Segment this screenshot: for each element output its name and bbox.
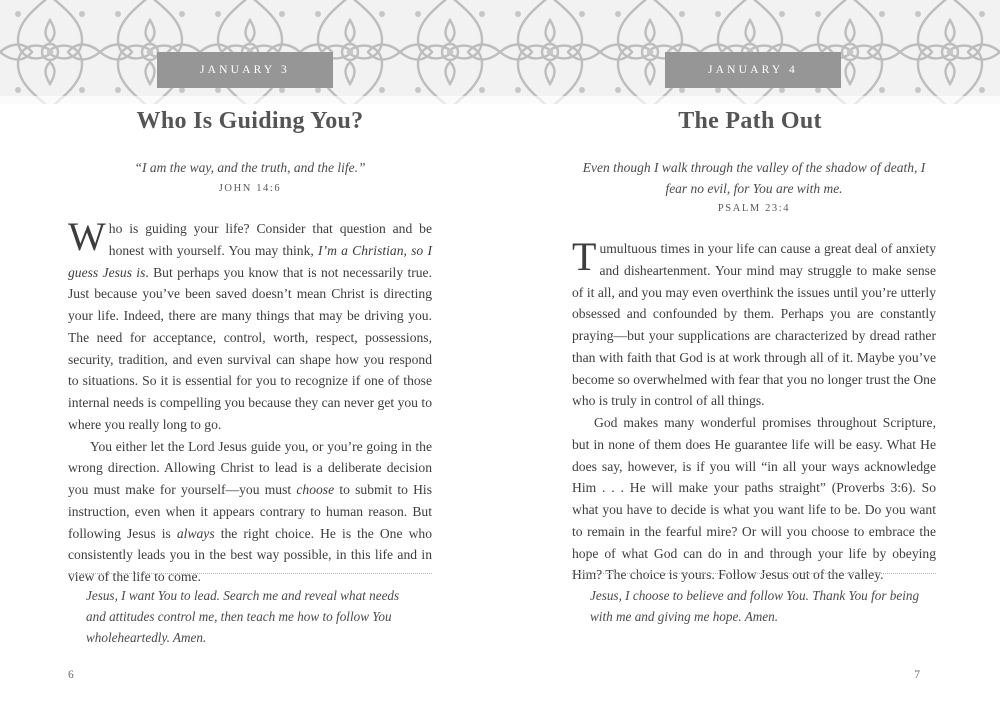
paragraph-two-emphasis-choose: choose: [296, 482, 335, 497]
prayer-divider-left: [68, 573, 432, 574]
paragraph-one-text-b: . But perhaps you know that is not necessarily true. Just because you’ve been saved doesn’t mean Christ is directing your life. Indeed, there are many things that may be driving you. The need for acceptance, control, worth, respect, possessions, security, tradition, and even survival can shape how you respond to situations. So it is essential for you to recognize if one of those internal needs is compelling you because they can never get you to where you really long to go.: [68, 264, 432, 432]
scripture-reference-left: JOHN 14:6: [218, 183, 282, 194]
drop-cap-left: W: [68, 214, 106, 259]
paragraph-one-text-right: umultuous times in your life can cause a great deal of anxiety and disheartenment. Your mind may struggle to make sense of it all, and you may even overthink the issues until you’re utterly obsessed and confounded by them. Perhaps you are constantly praying—but your supplications are characterized by dread rather than with faith that God is at work through all of it. Maybe you’ve become so overwhelmed with fear that you no longer trust the One who is truly in control of all things.: [572, 241, 936, 409]
paragraph-two-left: [68, 436, 432, 588]
drop-cap-right: T: [572, 234, 597, 279]
paragraph-one-text-a: ho is guiding your life? Consider that question and be honest with yourself. You may think,: [108, 221, 432, 258]
date-tab-right: JANUARY 4: [665, 52, 841, 88]
scripture-verse-left: “I am the way, and the truth, and the life.”: [134, 160, 366, 175]
paragraph-two-text-a: You either let the Lord Jesus guide you, or you’re going in the wrong direction. Allowing Christ to lead is a deliberate decision you must make for yourself—you must: [68, 438, 432, 497]
scripture-reference-right: PSALM 23:4: [717, 203, 791, 214]
paragraph-two-emphasis-always: always: [176, 525, 215, 541]
devotional-title-left: Who Is Guiding You?: [136, 108, 364, 134]
devotional-body-right: [572, 234, 936, 586]
right-page: [500, 0, 1000, 727]
paragraph-one-left: [68, 214, 432, 436]
date-tab-left: JANUARY 3: [157, 52, 333, 88]
paragraph-one-right: [572, 234, 936, 412]
devotional-body-left: [68, 214, 433, 588]
paragraph-two-text-c: the right choice. He is the One who consistently leads you in the best way possible, in this life and in view of the life to come.: [68, 525, 433, 584]
page-number-right: 7: [914, 669, 920, 681]
page-number-left: 6: [68, 669, 74, 681]
prayer-text-left: Jesus, I want You to lead. Search me and reveal what needs and attitudes control me, then teach me how to follow You wholeheartedly. Amen.: [86, 588, 400, 645]
scripture-verse-right: Even though I walk through the valley of the shadow of death, I fear no evil, for You are with me.: [582, 160, 926, 196]
paragraph-two-right: God makes many wonderful promises throughout Scripture, but in none of them does He guarantee life will be easy. What He does say, however, is if you will “in all your ways acknowledge Him . . . He will make your paths straight” (Proverbs 3:6). So what you have to decide is what you want life to be. Do you want to remain in the fearful mire? Or will you choose to embrace the hope of what God can do in and through your life by obeying Him? The choice is yours. Follow Jesus out of the valley.: [572, 415, 936, 583]
devotional-title-right: The Path Out: [678, 108, 822, 134]
prayer-text-right: Jesus, I choose to believe and follow You. Thank You for being with me and giving me hope. Amen.: [590, 588, 920, 624]
paragraph-one-emphasis: I’m a Christian, so I guess Jesus is: [68, 242, 432, 280]
prayer-divider-right: [572, 573, 936, 574]
paragraph-two-text-b: to submit to His instruction, even when it appears contrary to human reason. But following Jesus is: [68, 482, 432, 541]
